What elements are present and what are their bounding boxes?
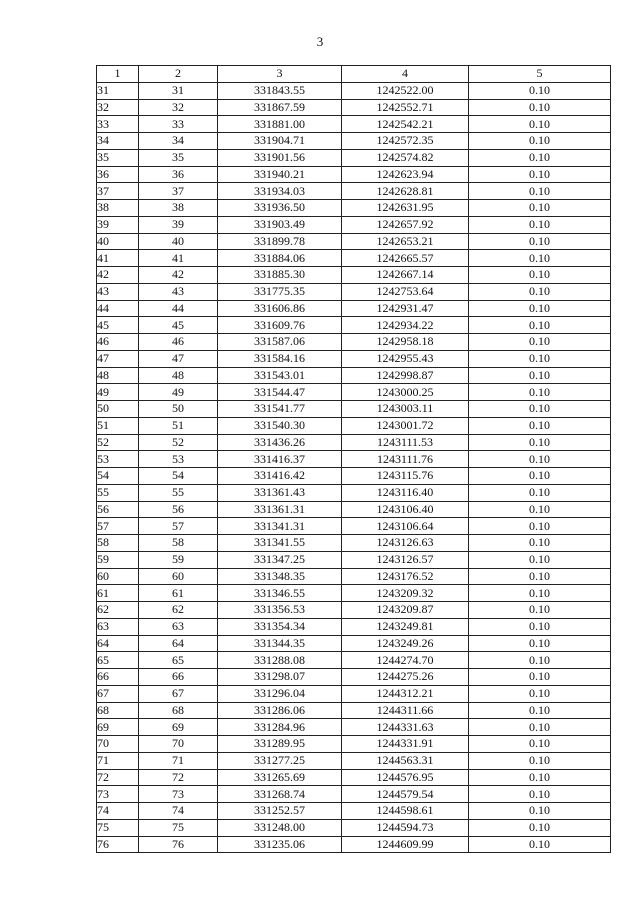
point-id-cell: 57 (139, 518, 218, 535)
y-coordinate-cell: 1243116.40 (342, 484, 469, 501)
point-id-cell: 38 (139, 200, 218, 217)
row-number-cell: 70 (97, 736, 139, 753)
value-cell: 0.10 (469, 551, 611, 568)
value-cell: 0.10 (469, 669, 611, 686)
row-number-cell: 75 (97, 819, 139, 836)
x-coordinate-cell: 331361.43 (218, 484, 342, 501)
y-coordinate-cell: 1243106.40 (342, 501, 469, 518)
value-cell: 0.10 (469, 166, 611, 183)
table-body (97, 82, 611, 853)
table-row (97, 200, 611, 217)
x-coordinate-cell: 331543.01 (218, 367, 342, 384)
column-header-5: 5 (469, 66, 611, 83)
row-number-cell: 48 (97, 367, 139, 384)
row-number-cell: 44 (97, 300, 139, 317)
table-row (97, 518, 611, 535)
y-coordinate-cell: 1243106.64 (342, 518, 469, 535)
y-coordinate-cell: 1244331.63 (342, 719, 469, 736)
y-coordinate-cell: 1244576.95 (342, 769, 469, 786)
value-cell: 0.10 (469, 183, 611, 200)
y-coordinate-cell: 1243003.11 (342, 401, 469, 418)
x-coordinate-cell: 331289.95 (218, 736, 342, 753)
y-coordinate-cell: 1243126.57 (342, 551, 469, 568)
table-row (97, 250, 611, 267)
point-id-cell: 62 (139, 602, 218, 619)
value-cell: 0.10 (469, 635, 611, 652)
coordinates-table (96, 65, 611, 853)
point-id-cell: 34 (139, 133, 218, 150)
value-cell: 0.10 (469, 468, 611, 485)
table-row (97, 350, 611, 367)
x-coordinate-cell: 331934.03 (218, 183, 342, 200)
value-cell: 0.10 (469, 250, 611, 267)
value-cell: 0.10 (469, 685, 611, 702)
table-row (97, 635, 611, 652)
row-number-cell: 47 (97, 350, 139, 367)
y-coordinate-cell: 1244594.73 (342, 819, 469, 836)
point-id-cell: 63 (139, 618, 218, 635)
y-coordinate-cell: 1242753.64 (342, 283, 469, 300)
y-coordinate-cell: 1242552.71 (342, 99, 469, 116)
row-number-cell: 58 (97, 535, 139, 552)
point-id-cell: 69 (139, 719, 218, 736)
x-coordinate-cell: 331298.07 (218, 669, 342, 686)
table-header (97, 66, 611, 83)
x-coordinate-cell: 331248.00 (218, 819, 342, 836)
row-number-cell: 56 (97, 501, 139, 518)
table-row (97, 133, 611, 150)
point-id-cell: 45 (139, 317, 218, 334)
y-coordinate-cell: 1244598.61 (342, 803, 469, 820)
table-row (97, 719, 611, 736)
x-coordinate-cell: 331416.37 (218, 451, 342, 468)
x-coordinate-cell: 331867.59 (218, 99, 342, 116)
row-number-cell: 53 (97, 451, 139, 468)
table-row (97, 451, 611, 468)
point-id-cell: 70 (139, 736, 218, 753)
table-row (97, 283, 611, 300)
point-id-cell: 54 (139, 468, 218, 485)
y-coordinate-cell: 1242657.92 (342, 216, 469, 233)
value-cell: 0.10 (469, 836, 611, 853)
value-cell: 0.10 (469, 769, 611, 786)
table-row (97, 334, 611, 351)
point-id-cell: 74 (139, 803, 218, 820)
value-cell: 0.10 (469, 819, 611, 836)
value-cell: 0.10 (469, 618, 611, 635)
x-coordinate-cell: 331436.26 (218, 434, 342, 451)
value-cell: 0.10 (469, 367, 611, 384)
value-cell: 0.10 (469, 401, 611, 418)
x-coordinate-cell: 331277.25 (218, 752, 342, 769)
x-coordinate-cell: 331901.56 (218, 149, 342, 166)
x-coordinate-cell: 331541.77 (218, 401, 342, 418)
row-number-cell: 63 (97, 618, 139, 635)
row-number-cell: 43 (97, 283, 139, 300)
x-coordinate-cell: 331347.25 (218, 551, 342, 568)
x-coordinate-cell: 331881.00 (218, 116, 342, 133)
x-coordinate-cell: 331296.04 (218, 685, 342, 702)
row-number-cell: 74 (97, 803, 139, 820)
row-number-cell: 72 (97, 769, 139, 786)
row-number-cell: 52 (97, 434, 139, 451)
value-cell: 0.10 (469, 434, 611, 451)
value-cell: 0.10 (469, 267, 611, 284)
x-coordinate-cell: 331356.53 (218, 602, 342, 619)
value-cell: 0.10 (469, 116, 611, 133)
value-cell: 0.10 (469, 99, 611, 116)
x-coordinate-cell: 331354.34 (218, 618, 342, 635)
point-id-cell: 64 (139, 635, 218, 652)
value-cell: 0.10 (469, 602, 611, 619)
column-header-2: 2 (139, 66, 218, 83)
row-number-cell: 41 (97, 250, 139, 267)
y-coordinate-cell: 1243209.87 (342, 602, 469, 619)
table-row (97, 166, 611, 183)
table-row (97, 585, 611, 602)
value-cell: 0.10 (469, 652, 611, 669)
y-coordinate-cell: 1242631.95 (342, 200, 469, 217)
row-number-cell: 49 (97, 384, 139, 401)
point-id-cell: 55 (139, 484, 218, 501)
point-id-cell: 71 (139, 752, 218, 769)
point-id-cell: 32 (139, 99, 218, 116)
table-row (97, 300, 611, 317)
y-coordinate-cell: 1242542.21 (342, 116, 469, 133)
table-row (97, 685, 611, 702)
y-coordinate-cell: 1242623.94 (342, 166, 469, 183)
table-row (97, 652, 611, 669)
table-row (97, 233, 611, 250)
row-number-cell: 40 (97, 233, 139, 250)
point-id-cell: 33 (139, 116, 218, 133)
y-coordinate-cell: 1242572.35 (342, 133, 469, 150)
header-row (97, 66, 611, 83)
x-coordinate-cell: 331288.08 (218, 652, 342, 669)
x-coordinate-cell: 331416.42 (218, 468, 342, 485)
x-coordinate-cell: 331361.31 (218, 501, 342, 518)
value-cell: 0.10 (469, 334, 611, 351)
row-number-cell: 67 (97, 685, 139, 702)
value-cell: 0.10 (469, 535, 611, 552)
y-coordinate-cell: 1243000.25 (342, 384, 469, 401)
y-coordinate-cell: 1243126.63 (342, 535, 469, 552)
row-number-cell: 46 (97, 334, 139, 351)
y-coordinate-cell: 1242574.82 (342, 149, 469, 166)
point-id-cell: 68 (139, 702, 218, 719)
row-number-cell: 69 (97, 719, 139, 736)
value-cell: 0.10 (469, 417, 611, 434)
point-id-cell: 75 (139, 819, 218, 836)
row-number-cell: 34 (97, 133, 139, 150)
value-cell: 0.10 (469, 585, 611, 602)
table-row (97, 618, 611, 635)
x-coordinate-cell: 331843.55 (218, 82, 342, 99)
y-coordinate-cell: 1243249.81 (342, 618, 469, 635)
row-number-cell: 59 (97, 551, 139, 568)
point-id-cell: 47 (139, 350, 218, 367)
point-id-cell: 50 (139, 401, 218, 418)
table-row (97, 417, 611, 434)
x-coordinate-cell: 331885.30 (218, 267, 342, 284)
table-row (97, 535, 611, 552)
column-header-1: 1 (97, 66, 139, 83)
x-coordinate-cell: 331587.06 (218, 334, 342, 351)
point-id-cell: 61 (139, 585, 218, 602)
row-number-cell: 68 (97, 702, 139, 719)
x-coordinate-cell: 331286.06 (218, 702, 342, 719)
table-row (97, 267, 611, 284)
table-row (97, 819, 611, 836)
point-id-cell: 48 (139, 367, 218, 384)
row-number-cell: 38 (97, 200, 139, 217)
table-row (97, 568, 611, 585)
table-row (97, 769, 611, 786)
y-coordinate-cell: 1244579.54 (342, 786, 469, 803)
y-coordinate-cell: 1244311.66 (342, 702, 469, 719)
table-row (97, 434, 611, 451)
value-cell: 0.10 (469, 82, 611, 99)
value-cell: 0.10 (469, 233, 611, 250)
row-number-cell: 64 (97, 635, 139, 652)
point-id-cell: 67 (139, 685, 218, 702)
value-cell: 0.10 (469, 317, 611, 334)
row-number-cell: 73 (97, 786, 139, 803)
x-coordinate-cell: 331265.69 (218, 769, 342, 786)
x-coordinate-cell: 331235.06 (218, 836, 342, 853)
point-id-cell: 76 (139, 836, 218, 853)
table-row (97, 803, 611, 820)
row-number-cell: 61 (97, 585, 139, 602)
table-row (97, 484, 611, 501)
point-id-cell: 52 (139, 434, 218, 451)
point-id-cell: 56 (139, 501, 218, 518)
y-coordinate-cell: 1243115.76 (342, 468, 469, 485)
x-coordinate-cell: 331584.16 (218, 350, 342, 367)
row-number-cell: 55 (97, 484, 139, 501)
row-number-cell: 37 (97, 183, 139, 200)
value-cell: 0.10 (469, 216, 611, 233)
y-coordinate-cell: 1242955.43 (342, 350, 469, 367)
table-row (97, 836, 611, 853)
point-id-cell: 51 (139, 417, 218, 434)
point-id-cell: 53 (139, 451, 218, 468)
table-row (97, 384, 611, 401)
row-number-cell: 31 (97, 82, 139, 99)
table-row (97, 752, 611, 769)
value-cell: 0.10 (469, 200, 611, 217)
y-coordinate-cell: 1243176.52 (342, 568, 469, 585)
x-coordinate-cell: 331609.76 (218, 317, 342, 334)
y-coordinate-cell: 1244609.99 (342, 836, 469, 853)
row-number-cell: 50 (97, 401, 139, 418)
point-id-cell: 39 (139, 216, 218, 233)
y-coordinate-cell: 1243111.76 (342, 451, 469, 468)
value-cell: 0.10 (469, 719, 611, 736)
y-coordinate-cell: 1242958.18 (342, 334, 469, 351)
row-number-cell: 33 (97, 116, 139, 133)
value-cell: 0.10 (469, 752, 611, 769)
x-coordinate-cell: 331899.78 (218, 233, 342, 250)
x-coordinate-cell: 331936.50 (218, 200, 342, 217)
table-row (97, 149, 611, 166)
y-coordinate-cell: 1243001.72 (342, 417, 469, 434)
point-id-cell: 59 (139, 551, 218, 568)
point-id-cell: 36 (139, 166, 218, 183)
point-id-cell: 44 (139, 300, 218, 317)
point-id-cell: 35 (139, 149, 218, 166)
point-id-cell: 73 (139, 786, 218, 803)
y-coordinate-cell: 1244331.91 (342, 736, 469, 753)
y-coordinate-cell: 1243249.26 (342, 635, 469, 652)
point-id-cell: 60 (139, 568, 218, 585)
table-row (97, 317, 611, 334)
point-id-cell: 58 (139, 535, 218, 552)
point-id-cell: 46 (139, 334, 218, 351)
point-id-cell: 41 (139, 250, 218, 267)
x-coordinate-cell: 331775.35 (218, 283, 342, 300)
point-id-cell: 42 (139, 267, 218, 284)
point-id-cell: 37 (139, 183, 218, 200)
x-coordinate-cell: 331344.35 (218, 635, 342, 652)
value-cell: 0.10 (469, 133, 611, 150)
point-id-cell: 40 (139, 233, 218, 250)
row-number-cell: 45 (97, 317, 139, 334)
value-cell: 0.10 (469, 300, 611, 317)
x-coordinate-cell: 331904.71 (218, 133, 342, 150)
y-coordinate-cell: 1244312.21 (342, 685, 469, 702)
value-cell: 0.10 (469, 702, 611, 719)
table-row (97, 116, 611, 133)
x-coordinate-cell: 331348.35 (218, 568, 342, 585)
row-number-cell: 57 (97, 518, 139, 535)
row-number-cell: 51 (97, 417, 139, 434)
page-number: 3 (316, 34, 324, 49)
value-cell: 0.10 (469, 803, 611, 820)
x-coordinate-cell: 331346.55 (218, 585, 342, 602)
x-coordinate-cell: 331606.86 (218, 300, 342, 317)
x-coordinate-cell: 331884.06 (218, 250, 342, 267)
x-coordinate-cell: 331341.55 (218, 535, 342, 552)
y-coordinate-cell: 1244274.70 (342, 652, 469, 669)
y-coordinate-cell: 1242665.57 (342, 250, 469, 267)
x-coordinate-cell: 331940.21 (218, 166, 342, 183)
value-cell: 0.10 (469, 736, 611, 753)
row-number-cell: 76 (97, 836, 139, 853)
table-row (97, 736, 611, 753)
table-row (97, 669, 611, 686)
point-id-cell: 43 (139, 283, 218, 300)
table-row (97, 82, 611, 99)
x-coordinate-cell: 331341.31 (218, 518, 342, 535)
y-coordinate-cell: 1244275.26 (342, 669, 469, 686)
table-row (97, 468, 611, 485)
value-cell: 0.10 (469, 384, 611, 401)
row-number-cell: 62 (97, 602, 139, 619)
table-row (97, 702, 611, 719)
value-cell: 0.10 (469, 518, 611, 535)
table-row (97, 786, 611, 803)
row-number-cell: 42 (97, 267, 139, 284)
table-row (97, 551, 611, 568)
x-coordinate-cell: 331268.74 (218, 786, 342, 803)
column-header-3: 3 (218, 66, 342, 83)
y-coordinate-cell: 1243209.32 (342, 585, 469, 602)
y-coordinate-cell: 1242998.87 (342, 367, 469, 384)
value-cell: 0.10 (469, 568, 611, 585)
y-coordinate-cell: 1242931.47 (342, 300, 469, 317)
point-id-cell: 72 (139, 769, 218, 786)
x-coordinate-cell: 331284.96 (218, 719, 342, 736)
y-coordinate-cell: 1242522.00 (342, 82, 469, 99)
value-cell: 0.10 (469, 484, 611, 501)
row-number-cell: 36 (97, 166, 139, 183)
table-row (97, 401, 611, 418)
point-id-cell: 31 (139, 82, 218, 99)
row-number-cell: 32 (97, 99, 139, 116)
x-coordinate-cell: 331540.30 (218, 417, 342, 434)
point-id-cell: 49 (139, 384, 218, 401)
row-number-cell: 35 (97, 149, 139, 166)
y-coordinate-cell: 1243111.53 (342, 434, 469, 451)
value-cell: 0.10 (469, 350, 611, 367)
value-cell: 0.10 (469, 451, 611, 468)
row-number-cell: 39 (97, 216, 139, 233)
column-header-4: 4 (342, 66, 469, 83)
x-coordinate-cell: 331544.47 (218, 384, 342, 401)
table-row (97, 602, 611, 619)
x-coordinate-cell: 331903.49 (218, 216, 342, 233)
row-number-cell: 65 (97, 652, 139, 669)
table-row (97, 216, 611, 233)
table-row (97, 183, 611, 200)
value-cell: 0.10 (469, 283, 611, 300)
value-cell: 0.10 (469, 149, 611, 166)
value-cell: 0.10 (469, 501, 611, 518)
point-id-cell: 66 (139, 669, 218, 686)
row-number-cell: 54 (97, 468, 139, 485)
table-row (97, 501, 611, 518)
x-coordinate-cell: 331252.57 (218, 803, 342, 820)
table-row (97, 99, 611, 116)
row-number-cell: 60 (97, 568, 139, 585)
row-number-cell: 71 (97, 752, 139, 769)
y-coordinate-cell: 1242653.21 (342, 233, 469, 250)
table-row (97, 367, 611, 384)
point-id-cell: 65 (139, 652, 218, 669)
value-cell: 0.10 (469, 786, 611, 803)
y-coordinate-cell: 1244563.31 (342, 752, 469, 769)
y-coordinate-cell: 1242628.81 (342, 183, 469, 200)
y-coordinate-cell: 1242667.14 (342, 267, 469, 284)
row-number-cell: 66 (97, 669, 139, 686)
y-coordinate-cell: 1242934.22 (342, 317, 469, 334)
